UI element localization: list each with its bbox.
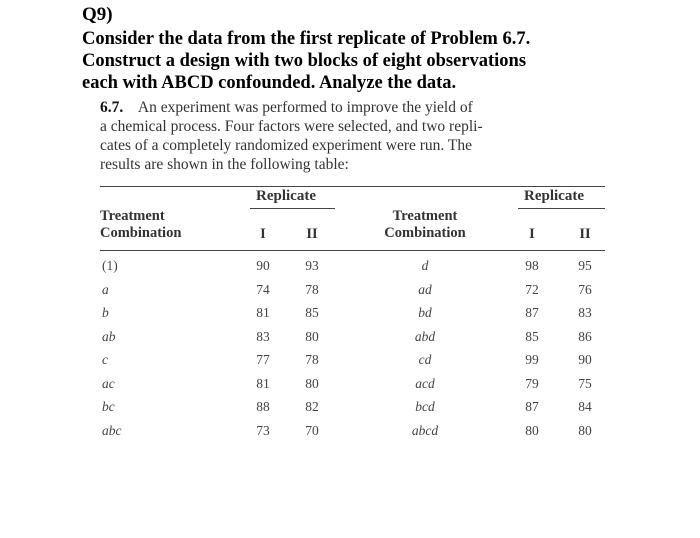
treatment-combination: abcd	[411, 422, 439, 438]
treatment-combination: c	[102, 352, 108, 367]
treatment-header-left: Treatment Combination	[100, 208, 182, 241]
problem-line-4: results are shown in the following table:	[100, 156, 349, 173]
question-label: Q9)	[82, 4, 113, 25]
replicate-II-value: 90	[578, 352, 592, 367]
question-line-1: Consider the data from the first replicate of Problem 6.7.	[82, 29, 531, 49]
table-header-rule	[100, 250, 605, 251]
col-I-right: I	[529, 226, 535, 242]
replicate-I-value: 88	[256, 399, 270, 414]
treatment-combination: ac	[102, 375, 115, 391]
replicate-II-value: 93	[305, 258, 319, 273]
replicate-II-value: 83	[578, 305, 592, 320]
replicate-I-value: 77	[256, 352, 270, 367]
treatment-combination: bcd	[415, 399, 435, 414]
replicate-II-value: 78	[305, 352, 319, 367]
replicate-I-value: 85	[525, 328, 539, 344]
replicate-I-value: 74	[256, 281, 270, 297]
replicate-header-left: Replicate	[256, 188, 316, 204]
treatment-combination: (1)	[102, 258, 118, 273]
replicate-I-value: 83	[256, 328, 270, 344]
replicate-II-value: 86	[578, 328, 592, 344]
treatment-combination: ab	[102, 328, 116, 344]
replicate-I-value: 72	[525, 281, 539, 297]
replicate-I-value: 87	[525, 399, 539, 414]
replicate-rule-right	[518, 208, 605, 209]
treatment-combination: bd	[418, 305, 432, 320]
table-top-rule	[100, 186, 605, 187]
col-II-right: II	[579, 226, 591, 242]
treatment-combination: b	[102, 305, 109, 320]
problem-line-2: a chemical process. Four factors were selected, and two repli-	[100, 118, 483, 135]
data-table	[100, 186, 605, 538]
replicate-I-value: 80	[525, 422, 539, 438]
replicate-II-value: 80	[578, 422, 592, 438]
replicate-II-value: 80	[305, 328, 319, 344]
replicate-II-value: 76	[578, 281, 592, 297]
replicate-II-value: 78	[305, 281, 319, 297]
treatment-combination: abc	[102, 422, 122, 438]
replicate-I-value: 87	[525, 305, 539, 320]
treatment-combination: cd	[418, 352, 432, 367]
treatment-header-right: Treatment Combination	[384, 208, 466, 241]
problem-excerpt	[100, 98, 605, 438]
problem-line-1: 6.7. An experiment was performed to improve the yield of	[100, 99, 473, 116]
replicate-II-value: 80	[305, 375, 319, 391]
treatment-combination: abd	[414, 328, 436, 344]
replicate-rule-left	[250, 208, 335, 209]
replicate-header-right: Replicate	[524, 188, 584, 204]
replicate-I-value: 81	[256, 375, 270, 391]
replicate-I-value: 79	[525, 375, 539, 391]
replicate-II-value: 95	[578, 258, 592, 273]
treatment-combination: acd	[415, 375, 435, 391]
problem-number: 6.7.	[100, 99, 124, 116]
replicate-II-value: 70	[305, 422, 319, 438]
problem-line-3: cates of a completely randomized experiment were run. The	[100, 137, 472, 154]
replicate-I-value: 90	[256, 258, 270, 273]
replicate-II-value: 85	[305, 305, 319, 320]
question-line-3: each with ABCD confounded. Analyze the data.	[82, 73, 457, 93]
replicate-I-value: 73	[256, 422, 270, 438]
replicate-I-value: 98	[525, 258, 539, 273]
question-line-2: Construct a design with two blocks of eight observations	[82, 51, 527, 71]
replicate-II-value: 82	[305, 399, 319, 414]
replicate-I-value: 81	[256, 305, 270, 320]
replicate-II-value: 75	[578, 375, 592, 391]
col-II-left: II	[306, 226, 318, 242]
treatment-combination: d	[421, 258, 429, 273]
col-I-left: I	[260, 226, 266, 242]
replicate-II-value: 84	[578, 399, 592, 414]
treatment-combination: a	[102, 281, 109, 297]
replicate-I-value: 99	[525, 352, 539, 367]
treatment-combination: ad	[418, 281, 432, 297]
treatment-combination: bc	[102, 399, 115, 414]
